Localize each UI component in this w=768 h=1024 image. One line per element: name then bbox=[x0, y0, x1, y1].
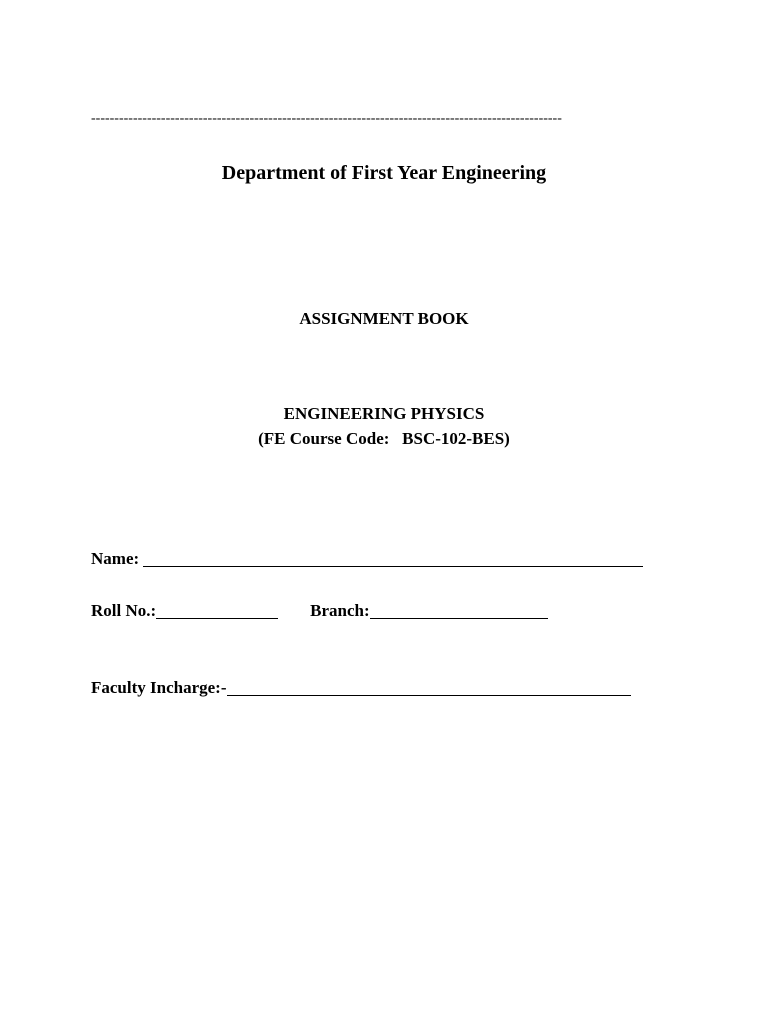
faculty-label: Faculty Incharge:- bbox=[91, 678, 227, 697]
faculty-field-line[interactable] bbox=[227, 677, 631, 696]
branch-field-line[interactable] bbox=[370, 600, 548, 619]
subject-title: ENGINEERING PHYSICS bbox=[283, 404, 485, 423]
book-title: ASSIGNMENT BOOK bbox=[299, 309, 469, 328]
dashed-separator: ----------------------------------------------------------------------------------------------------- bbox=[91, 111, 562, 126]
faculty-field-row bbox=[91, 677, 631, 699]
course-code-text: (FE Course Code: BSC-102-BES) bbox=[258, 429, 510, 448]
roll-label: Roll No.: bbox=[91, 601, 157, 620]
roll-branch-row bbox=[91, 600, 548, 622]
department-title: Department of First Year Engineering bbox=[221, 162, 547, 184]
name-field-line[interactable] bbox=[143, 548, 643, 567]
name-field-row bbox=[91, 548, 643, 570]
name-label: Name: bbox=[91, 549, 144, 568]
branch-label: Branch: bbox=[310, 601, 370, 620]
roll-field-line[interactable] bbox=[156, 600, 278, 619]
course-code bbox=[0, 428, 768, 450]
